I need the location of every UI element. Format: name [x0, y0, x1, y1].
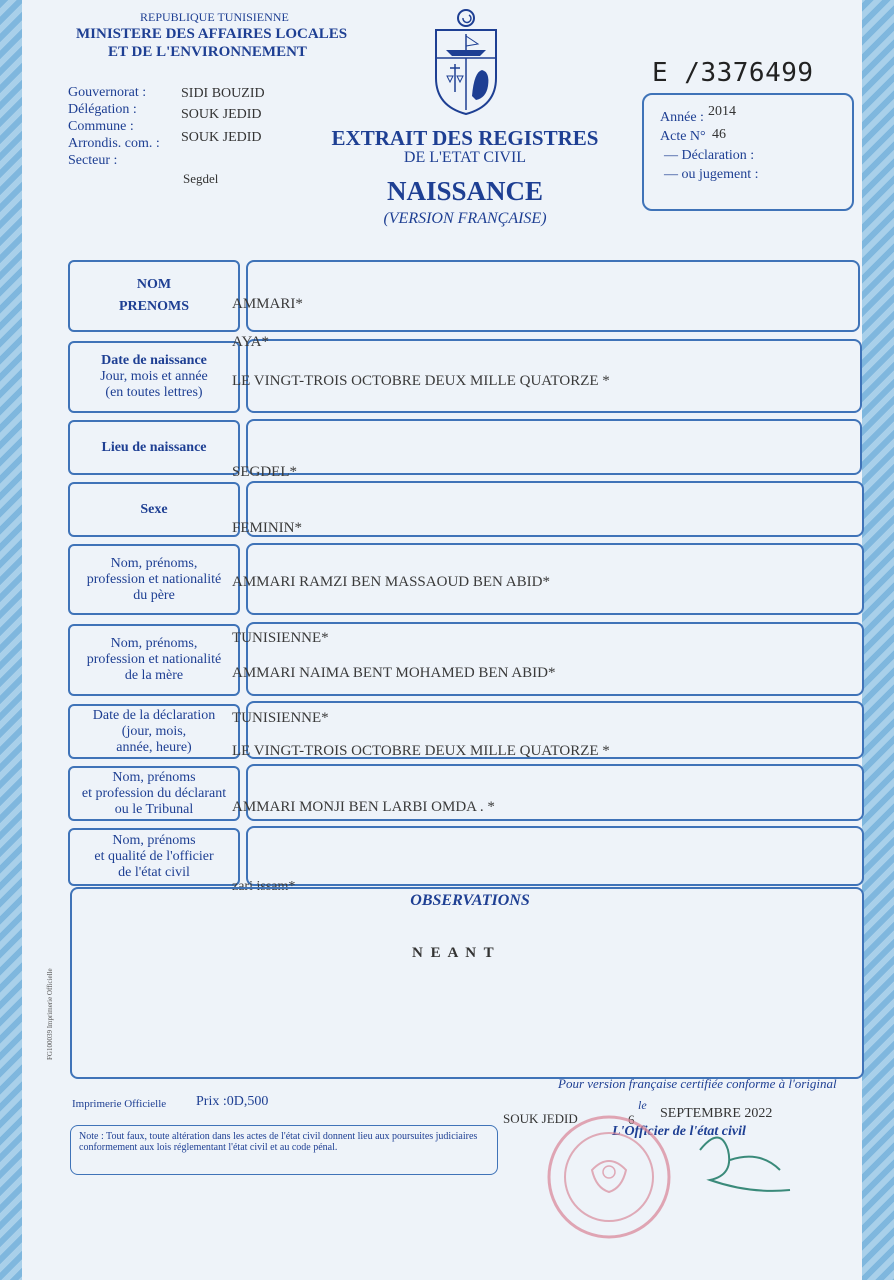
field-label-declarant: Nom, prénoms et profession du déclarant ou le Tribunal	[68, 766, 240, 821]
annee-value: 2014	[708, 104, 736, 119]
coat-of-arms-icon	[430, 6, 502, 116]
field-label-lieu: Lieu de naissance	[68, 420, 240, 475]
title-line-1: EXTRAIT DES REGISTRES	[331, 126, 599, 150]
legal-note: Note : Tout faux, toute altération dans les actes de l'état civil donnent lieu aux poursuites judiciaires conformement aux lois réglementant l'état civil et au code pénal.	[70, 1125, 498, 1175]
officer-title: L'Officier de l'état civil	[612, 1124, 746, 1139]
observations-text: N E A N T	[412, 945, 496, 961]
acte-value: 46	[712, 127, 726, 142]
value-delegation: SOUK JEDID	[181, 107, 262, 122]
value-sexe: FEMININ*	[232, 520, 302, 536]
side-print: FG100039 Imprimerie Officielle	[46, 968, 54, 1060]
place-name: SOUK JEDID	[503, 1111, 578, 1126]
month-year-value: SEPTEMBRE 2022	[660, 1106, 773, 1121]
field-label-date-naissance: Date de naissance Jour, mois et année (en toutes lettres)	[68, 341, 240, 413]
label-arrondissement: Arrondis. com. :	[68, 136, 160, 151]
label-delegation: Délégation :	[68, 102, 137, 117]
label-gouvernorat: Gouvernorat :	[68, 85, 147, 100]
serial-number: E /3376499	[652, 58, 814, 88]
field-label-mere: Nom, prénoms, profession et nationalité de la mère	[68, 624, 240, 696]
observations-box	[70, 887, 864, 1079]
field-box-mere	[246, 622, 864, 696]
value-declarant: AMMARI MONJI BEN LARBI OMDA . *	[232, 799, 495, 815]
declaration-label: — Déclaration :	[664, 148, 755, 163]
field-label-declaration: Date de la déclaration (jour, mois, année, heure)	[68, 704, 240, 759]
le-label: le	[638, 1098, 647, 1112]
field-label-nom-prenoms: NOM PRENOMS	[68, 260, 240, 332]
observations-title: OBSERVATIONS	[410, 892, 530, 909]
location-labels	[68, 84, 160, 169]
republic-line: REPUBLIQUE TUNISIENNE	[140, 10, 289, 24]
field-box-nom	[246, 260, 860, 332]
label-commune: Commune :	[68, 119, 134, 134]
prix-label: Prix :0D,500	[196, 1094, 269, 1109]
value-commune: SOUK JEDID	[181, 130, 262, 145]
title-naissance: NAISSANCE	[386, 176, 544, 206]
field-box-officier	[246, 826, 864, 886]
imprimerie-label: Imprimerie Officielle	[72, 1098, 167, 1110]
value-pere: AMMARI RAMZI BEN MASSAOUD BEN ABID*	[232, 574, 550, 590]
signature-icon	[690, 1120, 810, 1200]
field-label-pere: Nom, prénoms, profession et nationalité du père	[68, 544, 240, 615]
ministry-line-1: MINISTERE DES AFFAIRES LOCALES	[76, 26, 348, 42]
label-secteur: Secteur :	[68, 153, 118, 168]
acte-label: Acte N°	[660, 129, 706, 144]
value-lieu: SEGDEL*	[232, 464, 297, 480]
value-pere-nationalite: TUNISIENNE*	[232, 630, 329, 646]
value-date-naissance: LE VINGT-TROIS OCTOBRE DEUX MILLE QUATORZE *	[232, 373, 610, 389]
day-value: 6	[628, 1112, 635, 1127]
field-box-lieu	[246, 419, 862, 475]
annee-label: Année :	[660, 110, 704, 125]
jugement-label: — ou jugement :	[664, 167, 759, 182]
official-stamp-icon	[544, 1112, 674, 1242]
value-declaration: LE VINGT-TROIS OCTOBRE DEUX MILLE QUATORZE *	[232, 743, 610, 759]
certified-line: Pour version française certifiée conforme à l'original	[558, 1076, 837, 1091]
value-mere-nationalite: TUNISIENNE*	[232, 710, 329, 726]
value-gouvernorat: SIDI BOUZID	[181, 86, 265, 101]
value-officier: zari issam*	[232, 879, 296, 894]
value-secteur: Segdel	[183, 171, 219, 186]
field-box-sexe	[246, 481, 864, 537]
title-version: (VERSION FRANÇAISE)	[383, 210, 547, 227]
field-label-officier: Nom, prénoms et qualité de l'officier de l'état civil	[68, 828, 240, 886]
value-prenom: AYA*	[232, 334, 269, 350]
title-line-2: DE L'ETAT CIVIL	[403, 149, 527, 166]
field-label-sexe: Sexe	[68, 482, 240, 537]
value-nom: AMMARI*	[232, 296, 303, 312]
value-mere: AMMARI NAIMA BENT MOHAMED BEN ABID*	[232, 665, 556, 681]
ministry-line-2: ET DE L'ENVIRONNEMENT	[108, 44, 307, 60]
